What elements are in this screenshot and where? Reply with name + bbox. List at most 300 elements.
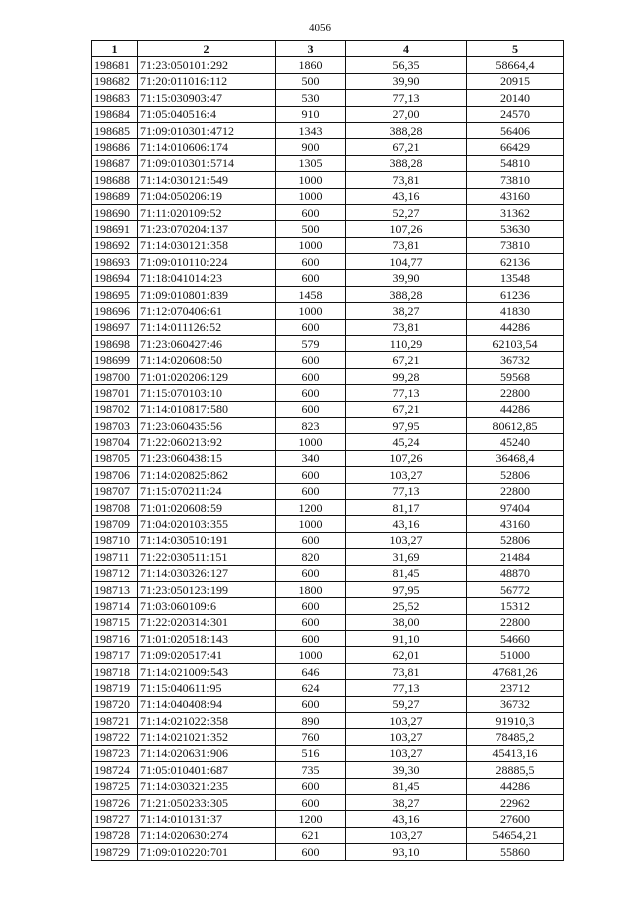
value-cell: 97404 [467, 499, 564, 515]
row-id-cell: 198705 [92, 450, 138, 466]
area-cell: 600 [276, 254, 346, 270]
cadastral-number-cell: 71:18:041014:23 [138, 270, 276, 286]
rate-cell: 81,45 [346, 778, 467, 794]
cadastral-number-cell: 71:09:010220:701 [138, 844, 276, 860]
value-cell: 80612,85 [467, 417, 564, 433]
cadastral-number-cell: 71:14:021009:543 [138, 663, 276, 679]
rate-cell: 39,30 [346, 762, 467, 778]
rate-cell: 77,13 [346, 90, 467, 106]
area-cell: 600 [276, 631, 346, 647]
rate-cell: 73,81 [346, 663, 467, 679]
table-row [92, 762, 564, 778]
area-cell: 823 [276, 417, 346, 433]
value-cell: 23712 [467, 680, 564, 696]
value-cell: 45413,16 [467, 745, 564, 761]
value-cell: 73810 [467, 237, 564, 253]
column-header-2: 2 [138, 41, 276, 57]
area-cell: 500 [276, 221, 346, 237]
cadastral-number-cell: 71:09:010110:224 [138, 254, 276, 270]
value-cell: 52806 [467, 532, 564, 548]
value-cell: 41830 [467, 303, 564, 319]
cadastral-number-cell: 71:14:030321:235 [138, 778, 276, 794]
column-header-5: 5 [467, 41, 564, 57]
table-row [92, 778, 564, 794]
cadastral-number-cell: 71:23:060435:56 [138, 417, 276, 433]
value-cell: 55860 [467, 844, 564, 860]
table-row [92, 631, 564, 647]
value-cell: 51000 [467, 647, 564, 663]
value-cell: 43160 [467, 188, 564, 204]
value-cell: 27600 [467, 811, 564, 827]
table-row [92, 565, 564, 581]
area-cell: 500 [276, 73, 346, 89]
table-row [92, 417, 564, 433]
area-cell: 1458 [276, 286, 346, 302]
area-cell: 600 [276, 467, 346, 483]
value-cell: 66429 [467, 139, 564, 155]
table-row [92, 122, 564, 138]
row-id-cell: 198720 [92, 696, 138, 712]
value-cell: 61236 [467, 286, 564, 302]
row-id-cell: 198711 [92, 549, 138, 565]
row-id-cell: 198716 [92, 631, 138, 647]
value-cell: 47681,26 [467, 663, 564, 679]
row-id-cell: 198729 [92, 844, 138, 860]
cadastral-number-cell: 71:03:060109:6 [138, 598, 276, 614]
cadastral-number-cell: 71:14:011126:52 [138, 319, 276, 335]
rate-cell: 25,52 [346, 598, 467, 614]
rate-cell: 107,26 [346, 221, 467, 237]
table-row [92, 549, 564, 565]
rate-cell: 103,27 [346, 467, 467, 483]
value-cell: 36732 [467, 352, 564, 368]
rate-cell: 27,00 [346, 106, 467, 122]
area-cell: 600 [276, 401, 346, 417]
cadastral-number-cell: 71:23:070204:137 [138, 221, 276, 237]
rate-cell: 43,16 [346, 516, 467, 532]
row-id-cell: 198699 [92, 352, 138, 368]
rate-cell: 91,10 [346, 631, 467, 647]
column-header-3: 3 [276, 41, 346, 57]
cadastral-number-cell: 71:15:070103:10 [138, 385, 276, 401]
table-row [92, 221, 564, 237]
row-id-cell: 198722 [92, 729, 138, 745]
rate-cell: 52,27 [346, 204, 467, 220]
rate-cell: 77,13 [346, 483, 467, 499]
table-row [92, 614, 564, 630]
table-row [92, 483, 564, 499]
value-cell: 13548 [467, 270, 564, 286]
row-id-cell: 198681 [92, 57, 138, 73]
cadastral-number-cell: 71:14:030510:191 [138, 532, 276, 548]
rate-cell: 77,13 [346, 680, 467, 696]
area-cell: 1343 [276, 122, 346, 138]
value-cell: 21484 [467, 549, 564, 565]
area-cell: 621 [276, 827, 346, 843]
rate-cell: 38,00 [346, 614, 467, 630]
area-cell: 530 [276, 90, 346, 106]
area-cell: 600 [276, 598, 346, 614]
area-cell: 760 [276, 729, 346, 745]
cadastral-number-cell: 71:23:050123:199 [138, 581, 276, 597]
cadastral-number-cell: 71:09:010301:4712 [138, 122, 276, 138]
table-row [92, 172, 564, 188]
cadastral-number-cell: 71:05:010401:687 [138, 762, 276, 778]
rate-cell: 43,16 [346, 811, 467, 827]
cadastral-number-cell: 71:22:060213:92 [138, 434, 276, 450]
row-id-cell: 198698 [92, 336, 138, 352]
rate-cell: 39,90 [346, 270, 467, 286]
row-id-cell: 198713 [92, 581, 138, 597]
value-cell: 22962 [467, 794, 564, 810]
area-cell: 600 [276, 352, 346, 368]
row-id-cell: 198688 [92, 172, 138, 188]
cadastral-number-cell: 71:09:010301:5714 [138, 155, 276, 171]
row-id-cell: 198691 [92, 221, 138, 237]
area-cell: 890 [276, 713, 346, 729]
area-cell: 1000 [276, 434, 346, 450]
row-id-cell: 198723 [92, 745, 138, 761]
value-cell: 62103,54 [467, 336, 564, 352]
cadastral-number-cell: 71:01:020608:59 [138, 499, 276, 515]
area-cell: 600 [276, 319, 346, 335]
row-id-cell: 198700 [92, 368, 138, 384]
area-cell: 340 [276, 450, 346, 466]
row-id-cell: 198693 [92, 254, 138, 270]
table-row [92, 401, 564, 417]
row-id-cell: 198685 [92, 122, 138, 138]
rate-cell: 43,16 [346, 188, 467, 204]
table-row [92, 90, 564, 106]
area-cell: 820 [276, 549, 346, 565]
area-cell: 1000 [276, 172, 346, 188]
area-cell: 600 [276, 532, 346, 548]
table-row [92, 680, 564, 696]
rate-cell: 103,27 [346, 827, 467, 843]
cadastral-number-cell: 71:05:040516:4 [138, 106, 276, 122]
rate-cell: 388,28 [346, 155, 467, 171]
table-row [92, 139, 564, 155]
table-body [92, 57, 564, 860]
value-cell: 54660 [467, 631, 564, 647]
rate-cell: 388,28 [346, 122, 467, 138]
value-cell: 91910,3 [467, 713, 564, 729]
area-cell: 646 [276, 663, 346, 679]
table-row [92, 73, 564, 89]
area-cell: 1800 [276, 581, 346, 597]
cadastral-number-cell: 71:23:060438:15 [138, 450, 276, 466]
value-cell: 43160 [467, 516, 564, 532]
table-row [92, 581, 564, 597]
cadastral-number-cell: 71:23:050101:292 [138, 57, 276, 73]
rate-cell: 38,27 [346, 303, 467, 319]
row-id-cell: 198709 [92, 516, 138, 532]
table-row [92, 155, 564, 171]
row-id-cell: 198715 [92, 614, 138, 630]
row-id-cell: 198697 [92, 319, 138, 335]
area-cell: 600 [276, 844, 346, 860]
table-row [92, 713, 564, 729]
rate-cell: 99,28 [346, 368, 467, 384]
row-id-cell: 198704 [92, 434, 138, 450]
cadastral-number-cell: 71:21:050233:305 [138, 794, 276, 810]
value-cell: 54810 [467, 155, 564, 171]
table-row [92, 516, 564, 532]
row-id-cell: 198683 [92, 90, 138, 106]
area-cell: 600 [276, 385, 346, 401]
area-cell: 579 [276, 336, 346, 352]
area-cell: 600 [276, 204, 346, 220]
value-cell: 73810 [467, 172, 564, 188]
area-cell: 600 [276, 270, 346, 286]
row-id-cell: 198686 [92, 139, 138, 155]
row-id-cell: 198719 [92, 680, 138, 696]
table-row [92, 385, 564, 401]
cadastral-number-cell: 71:14:010606:174 [138, 139, 276, 155]
table-row [92, 745, 564, 761]
area-cell: 1000 [276, 516, 346, 532]
table-row [92, 319, 564, 335]
area-cell: 600 [276, 614, 346, 630]
row-id-cell: 198703 [92, 417, 138, 433]
value-cell: 56406 [467, 122, 564, 138]
table-row [92, 303, 564, 319]
row-id-cell: 198696 [92, 303, 138, 319]
value-cell: 52806 [467, 467, 564, 483]
cadastral-number-cell: 71:14:021021:352 [138, 729, 276, 745]
table-row [92, 352, 564, 368]
row-id-cell: 198702 [92, 401, 138, 417]
area-cell: 1200 [276, 811, 346, 827]
cadastral-number-cell: 71:22:030511:151 [138, 549, 276, 565]
cadastral-number-cell: 71:09:010801:839 [138, 286, 276, 302]
area-cell: 624 [276, 680, 346, 696]
area-cell: 910 [276, 106, 346, 122]
table-row [92, 467, 564, 483]
row-id-cell: 198706 [92, 467, 138, 483]
cadastral-number-cell: 71:14:020825:862 [138, 467, 276, 483]
row-id-cell: 198725 [92, 778, 138, 794]
table-row [92, 598, 564, 614]
table-row [92, 336, 564, 352]
area-cell: 900 [276, 139, 346, 155]
table-row [92, 647, 564, 663]
column-header-1: 1 [92, 41, 138, 57]
row-id-cell: 198682 [92, 73, 138, 89]
cadastral-number-cell: 71:14:010131:37 [138, 811, 276, 827]
area-cell: 600 [276, 368, 346, 384]
row-id-cell: 198727 [92, 811, 138, 827]
value-cell: 44286 [467, 401, 564, 417]
rate-cell: 39,90 [346, 73, 467, 89]
area-cell: 735 [276, 762, 346, 778]
rate-cell: 56,35 [346, 57, 467, 73]
rate-cell: 388,28 [346, 286, 467, 302]
rate-cell: 104,77 [346, 254, 467, 270]
cadastral-number-cell: 71:14:040408:94 [138, 696, 276, 712]
rate-cell: 97,95 [346, 581, 467, 597]
rate-cell: 103,27 [346, 729, 467, 745]
value-cell: 45240 [467, 434, 564, 450]
rate-cell: 93,10 [346, 844, 467, 860]
cadastral-number-cell: 71:23:060427:46 [138, 336, 276, 352]
table-row [92, 663, 564, 679]
cadastral-number-cell: 71:09:020517:41 [138, 647, 276, 663]
table-row [92, 450, 564, 466]
rate-cell: 81,45 [346, 565, 467, 581]
cadastral-number-cell: 71:14:020630:274 [138, 827, 276, 843]
area-cell: 600 [276, 778, 346, 794]
rate-cell: 77,13 [346, 385, 467, 401]
table-row [92, 204, 564, 220]
cadastral-number-cell: 71:01:020206:129 [138, 368, 276, 384]
row-id-cell: 198690 [92, 204, 138, 220]
area-cell: 600 [276, 696, 346, 712]
row-id-cell: 198718 [92, 663, 138, 679]
cadastral-number-cell: 71:14:030121:358 [138, 237, 276, 253]
area-cell: 1860 [276, 57, 346, 73]
row-id-cell: 198724 [92, 762, 138, 778]
table-row [92, 532, 564, 548]
table-row [92, 368, 564, 384]
row-id-cell: 198728 [92, 827, 138, 843]
table-row [92, 237, 564, 253]
table-row [92, 844, 564, 860]
rate-cell: 103,27 [346, 532, 467, 548]
value-cell: 56772 [467, 581, 564, 597]
row-id-cell: 198689 [92, 188, 138, 204]
value-cell: 20140 [467, 90, 564, 106]
rate-cell: 45,24 [346, 434, 467, 450]
value-cell: 22800 [467, 614, 564, 630]
value-cell: 78485,2 [467, 729, 564, 745]
value-cell: 22800 [467, 385, 564, 401]
rate-cell: 103,27 [346, 745, 467, 761]
row-id-cell: 198695 [92, 286, 138, 302]
row-id-cell: 198684 [92, 106, 138, 122]
area-cell: 1000 [276, 647, 346, 663]
rate-cell: 73,81 [346, 319, 467, 335]
cadastral-number-cell: 71:04:050206:19 [138, 188, 276, 204]
value-cell: 44286 [467, 319, 564, 335]
table-row [92, 254, 564, 270]
row-id-cell: 198717 [92, 647, 138, 663]
rate-cell: 38,27 [346, 794, 467, 810]
cadastral-number-cell: 71:20:011016:112 [138, 73, 276, 89]
table-row [92, 827, 564, 843]
area-cell: 1000 [276, 188, 346, 204]
value-cell: 48870 [467, 565, 564, 581]
column-header-4: 4 [346, 41, 467, 57]
rate-cell: 62,01 [346, 647, 467, 663]
value-cell: 24570 [467, 106, 564, 122]
table-row [92, 434, 564, 450]
rate-cell: 73,81 [346, 237, 467, 253]
table-row [92, 811, 564, 827]
cadastral-number-cell: 71:14:030326:127 [138, 565, 276, 581]
cadastral-number-cell: 71:04:020103:355 [138, 516, 276, 532]
table-row [92, 729, 564, 745]
value-cell: 54654,21 [467, 827, 564, 843]
table-row [92, 696, 564, 712]
rate-cell: 97,95 [346, 417, 467, 433]
cadastral-number-cell: 71:15:070211:24 [138, 483, 276, 499]
table-row [92, 794, 564, 810]
rate-cell: 107,26 [346, 450, 467, 466]
cadastral-number-cell: 71:14:030121:549 [138, 172, 276, 188]
row-id-cell: 198708 [92, 499, 138, 515]
value-cell: 58664,4 [467, 57, 564, 73]
cadastral-number-cell: 71:14:021022:358 [138, 713, 276, 729]
row-id-cell: 198726 [92, 794, 138, 810]
rate-cell: 67,21 [346, 401, 467, 417]
row-id-cell: 198692 [92, 237, 138, 253]
rate-cell: 59,27 [346, 696, 467, 712]
rate-cell: 31,69 [346, 549, 467, 565]
rate-cell: 103,27 [346, 713, 467, 729]
table-row [92, 106, 564, 122]
area-cell: 1000 [276, 303, 346, 319]
cadastral-number-cell: 71:15:040611:95 [138, 680, 276, 696]
row-id-cell: 198694 [92, 270, 138, 286]
cadastral-number-cell: 71:14:020631:906 [138, 745, 276, 761]
data-table [91, 40, 564, 861]
row-id-cell: 198707 [92, 483, 138, 499]
rate-cell: 81,17 [346, 499, 467, 515]
rate-cell: 67,21 [346, 352, 467, 368]
value-cell: 59568 [467, 368, 564, 384]
area-cell: 600 [276, 794, 346, 810]
row-id-cell: 198714 [92, 598, 138, 614]
row-id-cell: 198710 [92, 532, 138, 548]
value-cell: 28885,5 [467, 762, 564, 778]
rate-cell: 67,21 [346, 139, 467, 155]
value-cell: 36468,4 [467, 450, 564, 466]
area-cell: 600 [276, 565, 346, 581]
cadastral-number-cell: 71:01:020518:143 [138, 631, 276, 647]
value-cell: 36732 [467, 696, 564, 712]
area-cell: 1000 [276, 237, 346, 253]
cadastral-number-cell: 71:14:020608:50 [138, 352, 276, 368]
cadastral-number-cell: 71:12:070406:61 [138, 303, 276, 319]
table-row [92, 286, 564, 302]
cadastral-number-cell: 71:22:020314:301 [138, 614, 276, 630]
value-cell: 62136 [467, 254, 564, 270]
rate-cell: 110,29 [346, 336, 467, 352]
table-row [92, 188, 564, 204]
row-id-cell: 198712 [92, 565, 138, 581]
row-id-cell: 198721 [92, 713, 138, 729]
cadastral-number-cell: 71:14:010817:580 [138, 401, 276, 417]
row-id-cell: 198687 [92, 155, 138, 171]
value-cell: 44286 [467, 778, 564, 794]
cadastral-number-cell: 71:11:020109:52 [138, 204, 276, 220]
value-cell: 31362 [467, 204, 564, 220]
area-cell: 516 [276, 745, 346, 761]
area-cell: 600 [276, 483, 346, 499]
value-cell: 15312 [467, 598, 564, 614]
header-row [92, 41, 564, 57]
table-row [92, 499, 564, 515]
row-id-cell: 198701 [92, 385, 138, 401]
area-cell: 1305 [276, 155, 346, 171]
table-row [92, 270, 564, 286]
area-cell: 1200 [276, 499, 346, 515]
value-cell: 22800 [467, 483, 564, 499]
cadastral-number-cell: 71:15:030903:47 [138, 90, 276, 106]
table-row [92, 57, 564, 73]
rate-cell: 73,81 [346, 172, 467, 188]
